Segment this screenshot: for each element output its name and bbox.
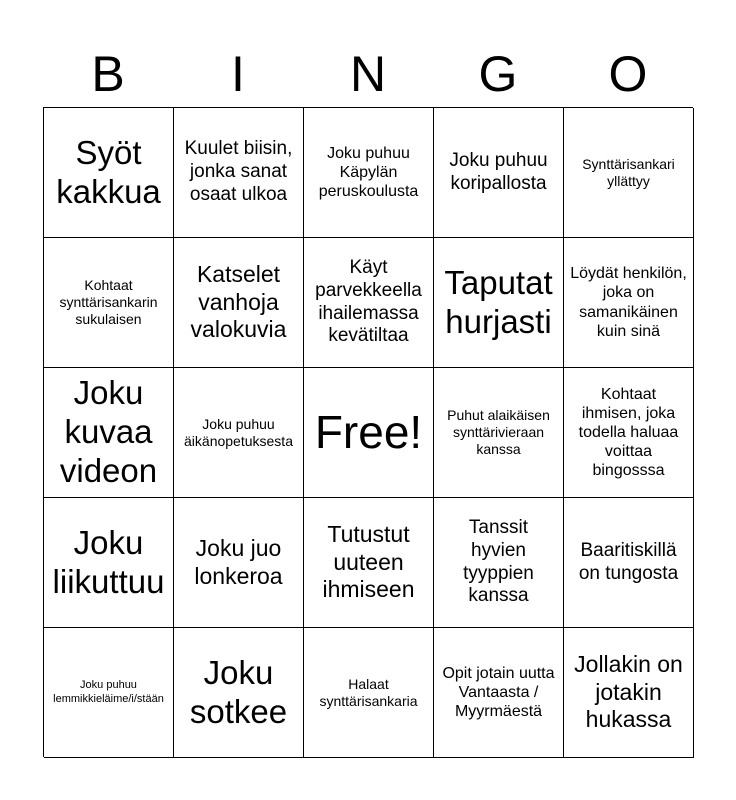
bingo-cell-22[interactable]: Joku sotkee (174, 628, 304, 758)
bingo-cell-5[interactable]: Synttärisankari yllättyy (564, 108, 694, 238)
bingo-cell-10[interactable]: Löydät henkilön, joka on samanikäinen kuin sinä (564, 238, 694, 368)
bingo-cell-19[interactable]: Tanssit hyvien tyyppien kanssa (434, 498, 564, 628)
header-letter-o: O (608, 46, 648, 102)
bingo-board (43, 107, 693, 757)
bingo-cell-14[interactable]: Puhut alaikäisen synttärivieraan kanssa (434, 368, 564, 498)
bingo-cell-4[interactable]: Joku puhuu koripallosta (434, 108, 564, 238)
bingo-header (43, 40, 693, 108)
bingo-cell-free[interactable]: Free! (304, 368, 434, 498)
bingo-cell-23[interactable]: Halaat synttärisankaria (304, 628, 434, 758)
bingo-cell-8[interactable]: Käyt parvekkeella ihailemassa kevätiltaa (304, 238, 434, 368)
bingo-cell-24[interactable]: Opit jotain uutta Vantaasta / Myyrmäestä (434, 628, 564, 758)
bingo-cell-3[interactable]: Joku puhuu Käpylän peruskoulusta (304, 108, 434, 238)
bingo-cell-7[interactable]: Katselet vanhoja valokuvia (174, 238, 304, 368)
bingo-cell-11[interactable]: Joku kuvaa videon (44, 368, 174, 498)
bingo-cell-2[interactable]: Kuulet biisin, jonka sanat osaat ulkoa (174, 108, 304, 238)
bingo-cell-1[interactable]: Syöt kakkua (44, 108, 174, 238)
bingo-cell-16[interactable]: Joku liikuttuu (44, 498, 174, 628)
bingo-cell-12[interactable]: Joku puhuu äikänopetuksesta (174, 368, 304, 498)
header-letter-g: G (478, 46, 518, 102)
header-letter-b: B (91, 46, 125, 102)
bingo-cell-15[interactable]: Kohtaat ihmisen, joka todella haluaa voittaa bingosssa (564, 368, 694, 498)
header-letter-n: N (349, 46, 387, 102)
bingo-cell-21[interactable]: Joku puhuu lemmikkieläime/i/stään (44, 628, 174, 758)
bingo-cell-20[interactable]: Baaritiskillä on tungosta (564, 498, 694, 628)
bingo-cell-18[interactable]: Tutustut uuteen ihmiseen (304, 498, 434, 628)
bingo-cell-25[interactable]: Jollakin on jotakin hukassa (564, 628, 694, 758)
bingo-cell-6[interactable]: Kohtaat synttärisankarin sukulaisen (44, 238, 174, 368)
header-letter-i: I (231, 46, 245, 102)
bingo-cell-17[interactable]: Joku juo lonkeroa (174, 498, 304, 628)
bingo-cell-9[interactable]: Taputat hurjasti (434, 238, 564, 368)
